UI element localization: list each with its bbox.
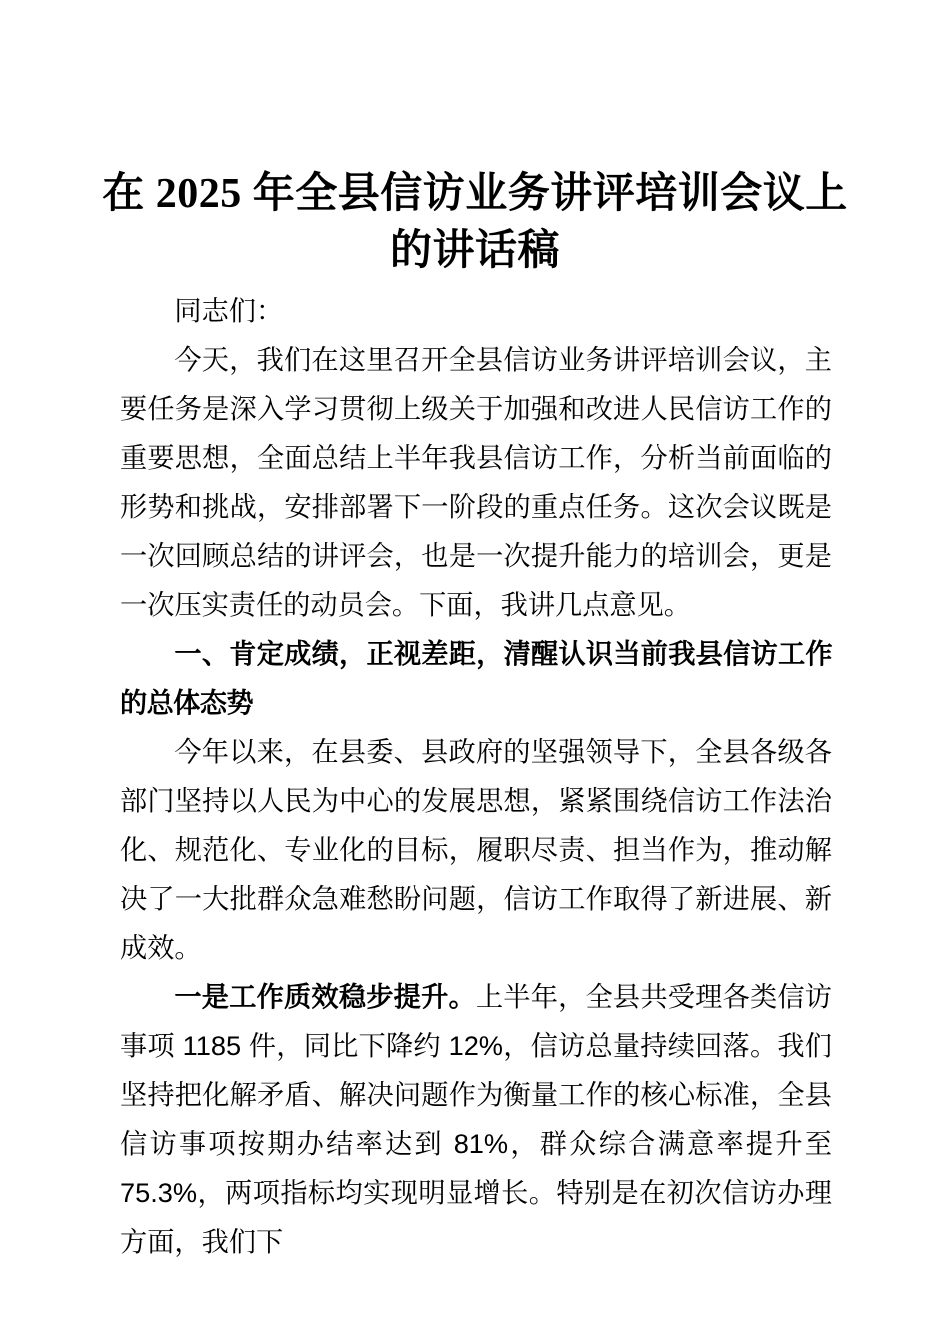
section-1-paragraph-overview: 今年以来，在县委、县政府的坚强领导下，全县各级各部门坚持以人民为中心的发展思想，紧紧围绕信访工作法治化、规范化、专业化的目标，履职尽责、担当作为，推动解决了一大批群众急难愁盼问题，信访工作取得了新进展、新成效。 xyxy=(120,736,832,963)
section-1-heading: 一、肯定成绩，正视差距，清醒认识当前我县信访工作的总体态势 xyxy=(120,638,832,718)
section-1-item-1-text: 上半年，全县共受理各类信访事项 1185 件，同比下降约 12%，信访总量持续回落。我们坚持把化解矛盾、解决问题作为衡量工作的核心标准，全县信访事项按期办结率达到 81%，群众综合满意率提升至 75.3%，两项指标均实现明显增长。特别是在初次信访办理方面，我们下 xyxy=(120,981,832,1257)
intro-paragraph: 今天，我们在这里召开全县信访业务讲评培训会议，主要任务是深入学习贯彻上级关于加强和改进人民信访工作的重要思想，全面总结上半年我县信访工作，分析当前面临的形势和挑战，安排部署下一阶段的重点任务。这次会议既是一次回顾总结的讲评会，也是一次提升能力的培训会，更是一次压实责任的动员会。下面，我讲几点意见。 xyxy=(120,344,832,620)
document-body xyxy=(120,286,832,1266)
salutation: 同志们： xyxy=(174,295,284,326)
document-title: 在 2025 年全县信访业务讲评培训会议上的讲话稿 xyxy=(102,171,848,274)
section-1-item-1-paragraph xyxy=(120,972,832,1266)
section-1-item-1-lead: 一是工作质效稳步提升。 xyxy=(174,981,476,1012)
